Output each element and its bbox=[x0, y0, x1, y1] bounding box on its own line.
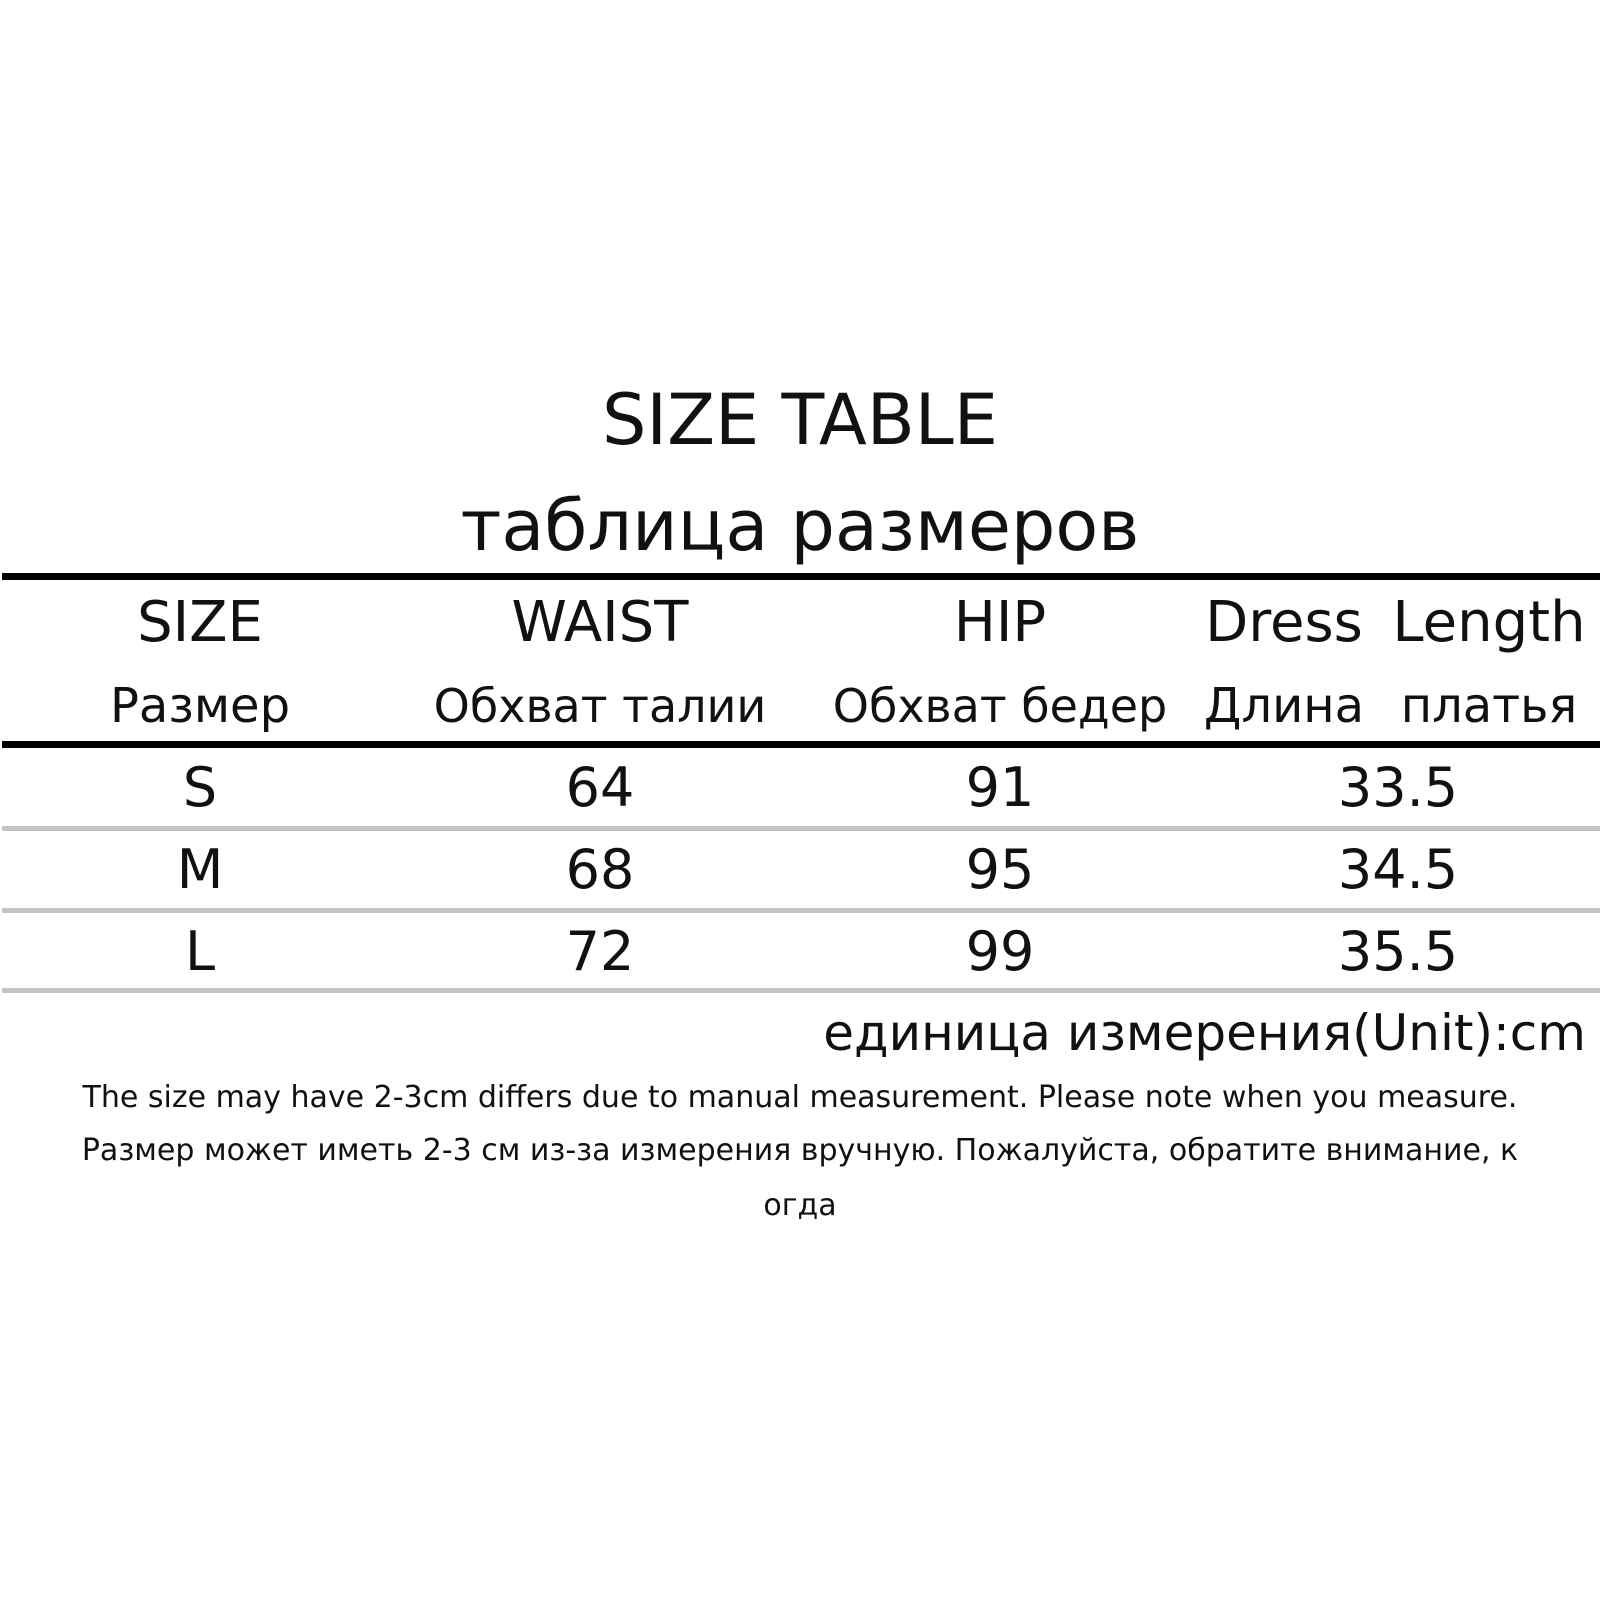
table-top-rule bbox=[2, 573, 1600, 580]
header-dress-ru: Длина bbox=[1203, 678, 1365, 734]
cell-hip: 99 bbox=[965, 920, 1035, 983]
header-waist-ru: Обхват талии bbox=[433, 679, 767, 733]
cell-size: S bbox=[182, 756, 218, 819]
cell-size: M bbox=[176, 838, 224, 901]
cell-hip: 95 bbox=[965, 838, 1035, 901]
cell-waist: 68 bbox=[565, 838, 635, 901]
row-divider bbox=[2, 908, 1600, 913]
cell-length: 35.5 bbox=[1337, 920, 1459, 983]
cell-size: L bbox=[184, 920, 216, 983]
unit-note: единица измерения(Unit):cm bbox=[823, 1004, 1586, 1062]
cell-length: 34.5 bbox=[1337, 838, 1459, 901]
header-hip-ru: Обхват бедер bbox=[832, 679, 1168, 733]
page-subtitle: таблица размеров bbox=[460, 485, 1140, 567]
header-length: Length bbox=[1392, 590, 1586, 655]
table-header-rule bbox=[2, 741, 1600, 748]
measurement-note-en: The size may have 2-3cm differs due to manual measurement. Please note when you measure. bbox=[82, 1080, 1518, 1115]
header-hip: HIP bbox=[953, 590, 1047, 655]
page-title: SIZE TABLE bbox=[602, 379, 998, 461]
cell-waist: 64 bbox=[565, 756, 635, 819]
cell-length: 33.5 bbox=[1337, 756, 1459, 819]
header-size: SIZE bbox=[137, 590, 263, 655]
measurement-note-ru: Размер может иметь 2-3 см из-за измерения вручную. Пожалуйста, обратите внимание, к bbox=[81, 1133, 1519, 1168]
cell-hip: 91 bbox=[965, 756, 1035, 819]
header-dress: Dress bbox=[1205, 590, 1363, 655]
header-waist: WAIST bbox=[511, 590, 689, 655]
table-bottom-rule bbox=[2, 988, 1600, 993]
row-divider bbox=[2, 826, 1600, 831]
header-length-ru: платья bbox=[1400, 678, 1578, 734]
measurement-note-ru-continued: огда bbox=[763, 1188, 837, 1223]
header-size-ru: Размер bbox=[109, 678, 291, 734]
cell-waist: 72 bbox=[565, 920, 635, 983]
